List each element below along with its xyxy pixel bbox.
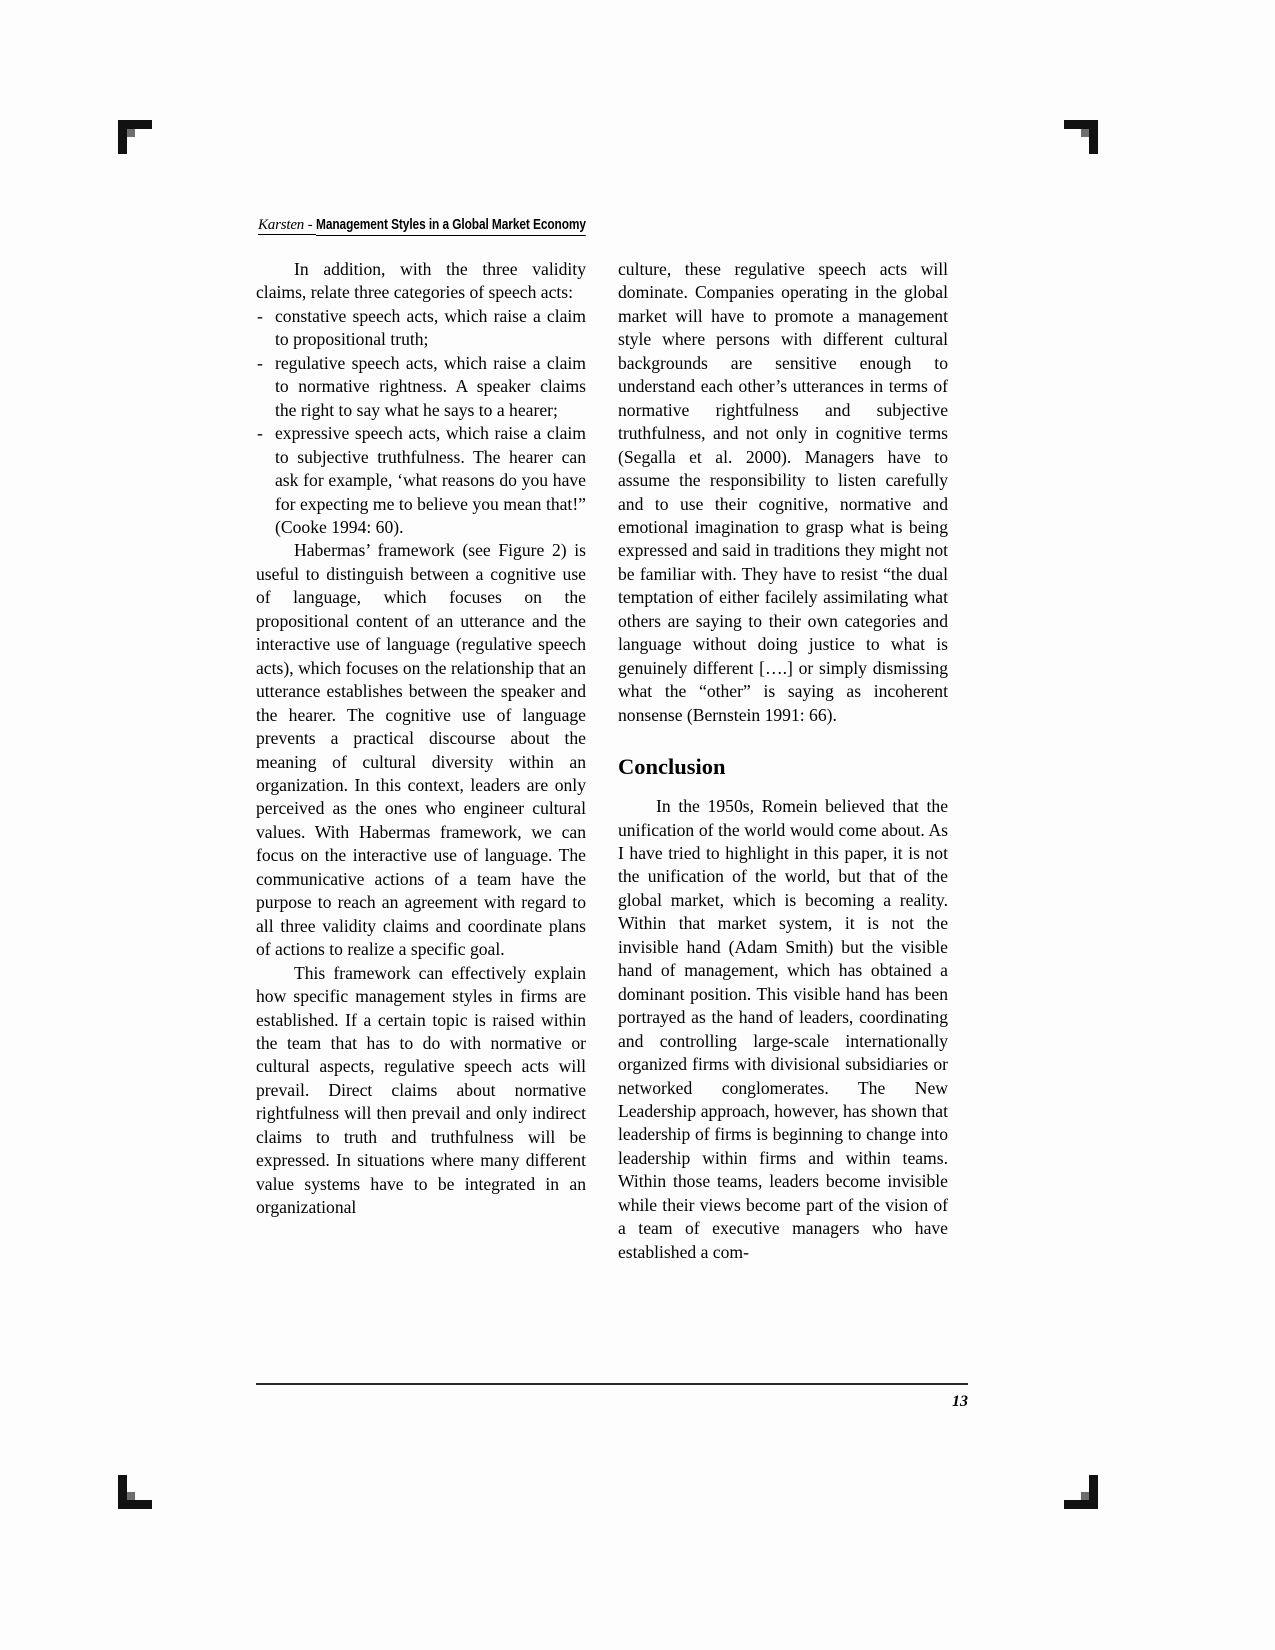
running-header-title: Management Styles in a Global Market Economy: [316, 216, 586, 236]
list-bullet-dash: -: [257, 352, 263, 373]
running-header: [258, 216, 968, 236]
paragraph: In the 1950s, Romein believed that the unification of the world would come about. As I have tried to highlight in this paper, it is not the unification of the world, but that of the global market, which is becoming a reality. Within that market system, it is not the invisible hand (Adam Smith) but the visible hand of management, which has obtained a dominant position. This visible hand has been portrayed as the hand of leaders, coordinating and controlling large-scale internationally organized firms with divisional subsidiaries or networked conglomerates. The New Leadership approach, however, has shown that leadership of firms is beginning to change into leadership within firms and within teams. Within those teams, leaders become invisible while their views become part of the vision of a team of executive managers who have established a com-: [618, 796, 948, 1262]
list-bullet-dash: -: [257, 423, 263, 444]
paragraph: In addition, with the three validity claims, relate three categories of speech acts:: [256, 259, 586, 303]
page-number: 13: [952, 1393, 968, 1410]
crop-mark-top-right-icon: [1064, 120, 1098, 154]
spacer: [618, 781, 948, 795]
paragraph-continued: culture, these regulative speech acts will dominate. Companies operating in the global market will have to promote a management style where persons with different cultural backgrounds are sensitive enough to understand each other’s utterances in terms of normative rightfulness and subjective truthfulness, and not only in cognitive terms (Segalla et al. 2000). Managers have to assume the responsibility to listen carefully and to use their cognitive, normative and emotional imagination to grasp what is being expressed and said in traditions they might not be familiar with. They have to resist “the dual temptation of either facilely assimilating what others are saying to their own categories and language without doing justice to what is genuinely different [….] or simply dismissing what the “other” is saying as incoherent nonsense (Bernstein 1991: 66).: [618, 259, 948, 725]
list-item-text: regulative speech acts, which raise a claim to normative rightness. A speaker claims the right to say what he says to a hearer;: [275, 352, 586, 420]
crop-mark-bottom-left-icon: [118, 1475, 152, 1509]
crop-mark-top-left-icon: [118, 120, 152, 154]
section-heading-conclusion: Conclusion: [618, 754, 726, 780]
list-item: [256, 305, 586, 352]
list-item: [256, 422, 586, 539]
list-bullet-dash: -: [257, 305, 263, 326]
column-left: [256, 258, 586, 1220]
list-item: [256, 352, 586, 422]
footer-rule: [256, 1383, 968, 1385]
column-right: [618, 258, 948, 1264]
paragraph: This framework can effectively explain how specific management styles in firms are established. If a certain topic is raised within the team that has to do with normative or cultural aspects, regulative speech acts will prevail. Direct claims about normative rightfulness will then prevail and only indirect claims to truth and truthfulness will be expressed. In situations where many different value systems have to be integrated in an organizational: [256, 962, 586, 1218]
spacer: [618, 727, 948, 753]
running-header-separator: -: [304, 217, 317, 233]
paragraph: Habermas’ framework (see Figure 2) is useful to distinguish between a cognitive use of language, which focuses on the propositional content of an utterance and the interactive use of language (regulative speech acts), which focuses on the relationship that an utterance establishes between the speaker and the hearer. The cognitive use of language prevents a practical discourse about the meaning of cultural diversity within an organization. In this context, leaders are only perceived as the ones who engineer cultural values. With Habermas framework, we can focus on the interactive use of language. The communicative actions of a team have the purpose to reach an agreement with regard to all three validity claims and coordinate plans of actions to realize a specific goal.: [256, 540, 586, 960]
speech-act-list: [256, 305, 586, 540]
crop-mark-bottom-right-icon: [1064, 1475, 1098, 1509]
list-item-text: expressive speech acts, which raise a claim to subjective truthfulness. The hearer can ask for example, ‘what reasons do you have for expecting me to believe you mean that!” (Cooke 1994: 60).: [275, 423, 586, 537]
list-item-text: constative speech acts, which raise a claim to propositional truth;: [275, 305, 586, 350]
running-header-author: Karsten: [258, 217, 305, 233]
